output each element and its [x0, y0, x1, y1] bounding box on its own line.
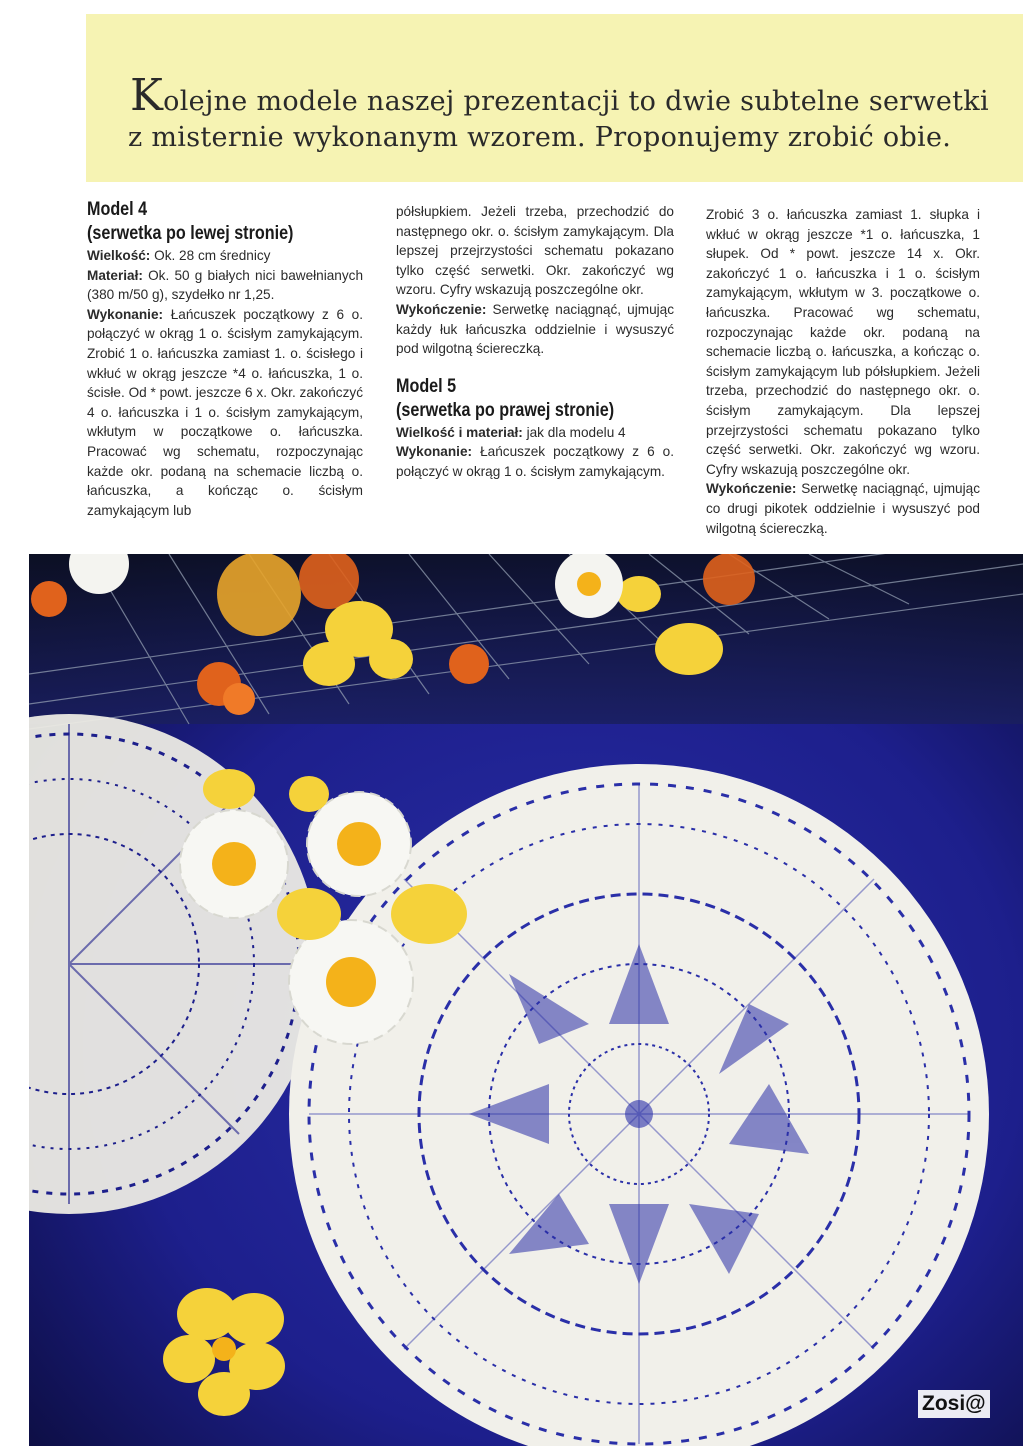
model-4-material-label: Materiał: — [87, 267, 143, 283]
model-4-material — [87, 266, 363, 305]
model-5-finishing-text: Serwetkę naciągnąć, ujmując co drugi pikotek oddzielnie i wysuszyć pod wilgotną ściereczką. — [706, 481, 980, 536]
model-5-execution — [396, 442, 674, 481]
dark-background — [29, 554, 1023, 724]
model-4-execution-text: Łańcuszek początkowy z 6 o. połączyć w okrąg 1 o. ścisłym zamykającym. Zrobić 1 o. łańcuszka zamiast 1. o. ścisłego i wkłuć w okrąg jeszcze *4 o. łańcuszka, 1 o. ścisłe. Od * powt. jeszcze 6 x. Okr. zakończyć 4 o. łańcuszka i 1 o. ścisłym zamykającym, wkłutym w początkowe o. łańcuszka. Pracować wg schematu, rozpoczynając każde okr. podaną na schemacie liczbą o. łańcuszka, a kończąc o. ścisłym zamykającym lub — [87, 306, 363, 518]
model-4-size — [87, 246, 363, 266]
model-4-material-text: Ok. 50 g białych nici bawełnianych (380 m/50 g), szydełko nr 1,25. — [87, 267, 363, 303]
model-5-finishing — [706, 479, 980, 538]
model-5-execution-text: Łańcuszek początkowy z 6 o. połączyć w okrąg 1 o. ścisłym zamykającym. — [396, 444, 674, 479]
model-5-subtitle: (serwetka po prawej stronie) — [396, 399, 615, 421]
model-5-size-text: jak dla modelu 4 — [526, 424, 626, 440]
model-4-title: Model 4 — [87, 199, 148, 220]
intro-line-1-text: olejne modele naszej prezentacji to dwie subtelne serwetki — [163, 86, 989, 117]
model-4-execution-label: Wykonanie: — [87, 306, 164, 322]
model-5-continuation: Zrobić 3 o. łańcuszka zamiast 1. słupka i wkłuć w okrąg jeszcze *1 o. łańcuszka, 1 słupek. Od * powt. jeszcze 14 x. Okr. zakończyć 1 o. łańcuszka i 1 o. ścisłym zamykającym, wkłutym w 3. początkowe o. łańcuszka. Pracować wg schematu, rozpoczynając każde okr. podaną na schemacie liczbą o. łańcuszka, a kończąc o. ścisłym zamykającym lub półsłupkiem. Jeżeli trzeba, przechodzić do następnego okr. o. ścisłym zamykającym. Dla lepszej przejrzystości schematu pokazano tylko część serwetki. Okr. zakończyć wg wzoru. Cyfry wskazują poszczególne okr. — [706, 207, 980, 477]
doily-photo-illustration — [29, 554, 1023, 1446]
model-5-title: Model 5 — [396, 375, 457, 397]
model-4-subtitle: (serwetka po lewej stronie) — [87, 223, 294, 244]
model-5-finishing-label: Wykończenie: — [706, 481, 797, 497]
model-4-size-label: Wielkość: — [87, 248, 151, 263]
intro-banner — [86, 14, 1023, 182]
model-4-finishing-label: Wykończenie: — [396, 301, 487, 317]
doily-photo — [29, 554, 1023, 1446]
model-4-execution — [87, 305, 363, 521]
model-4-continuation: półsłupkiem. Jeżeli trzeba, przechodzić do następnego okr. o. ścisłym zamykającym. Dla lepszej przejrzystości schematu pokazano tylko część serwetki. Okr. zakończyć wg wzoru. Cyfry wskazują poszczególne okr. — [396, 204, 674, 298]
intro-line-2: z misternie wykonanym wzorem. Proponujemy zrobić obie. — [128, 122, 952, 153]
model-5-execution-label: Wykonanie: — [396, 444, 473, 460]
column-2 — [396, 196, 674, 550]
column-1 — [87, 196, 363, 550]
model-4-size-text: Ok. 28 cm średnicy — [154, 248, 271, 263]
model-5-size-label: Wielkość i materiał: — [396, 424, 523, 440]
model-4-finishing-text: Serwetkę naciągnąć, ujmując każdy łuk łańcuszka oddzielnie i wysuszyć pod wilgotną ściereczką. — [396, 301, 674, 357]
intro-line-1 — [130, 70, 989, 121]
model-4-finishing — [396, 300, 674, 359]
watermark: Zosi@ — [918, 1390, 990, 1418]
model-5-size — [396, 423, 674, 443]
column-3 — [706, 196, 980, 550]
intro-dropcap: K — [130, 70, 164, 121]
